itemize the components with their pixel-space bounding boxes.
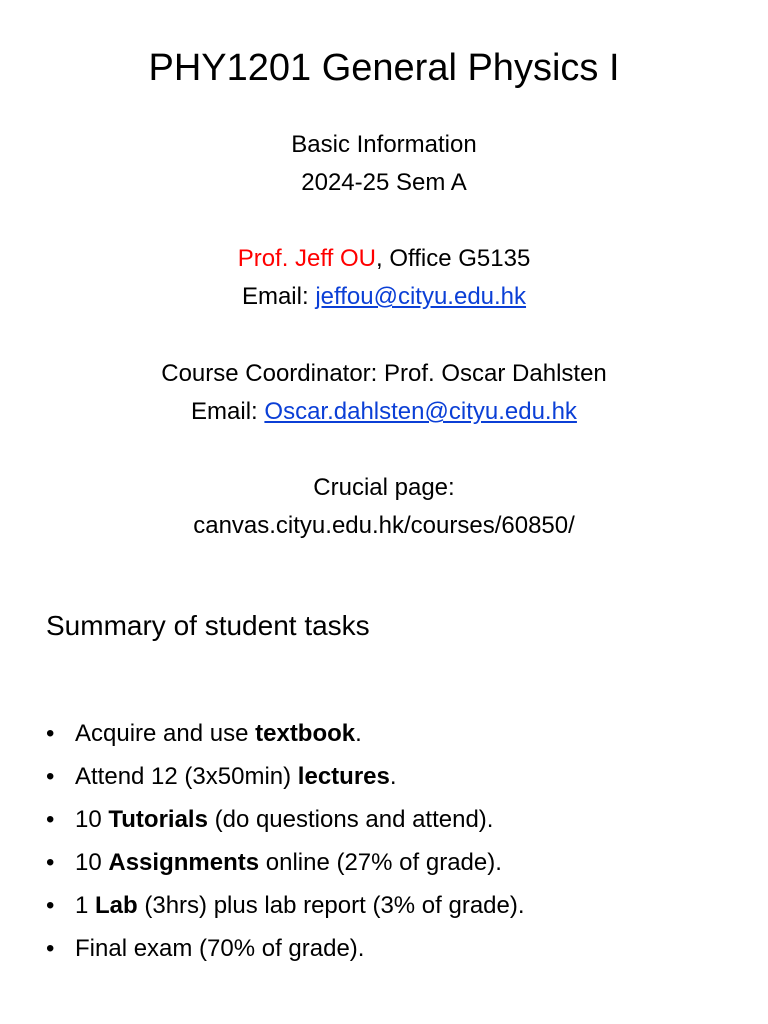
instructor-name: Prof. Jeff OU: [237, 245, 376, 272]
task-text: 10: [75, 849, 109, 876]
task-text-end: (do questions and attend).: [207, 806, 494, 833]
task-text: 10: [75, 806, 109, 833]
task-item: [46, 712, 746, 755]
instructor-office: Office G5135: [389, 245, 531, 272]
task-item: [46, 884, 746, 927]
coordinator-email-line: [0, 393, 768, 431]
bullet-marker: •: [46, 806, 55, 833]
bullet-marker: •: [46, 720, 55, 747]
bullet-marker: •: [46, 763, 55, 790]
task-item: [46, 798, 746, 841]
summary-heading: Summary of student tasks: [46, 610, 370, 641]
task-keyword: textbook: [255, 720, 356, 747]
bullet-marker: •: [46, 892, 55, 919]
coordinator-email-link[interactable]: Oscar.dahlsten@cityu.edu.hk: [264, 398, 577, 425]
task-keyword: Lab: [95, 892, 138, 919]
task-item: [46, 755, 746, 798]
instructor-email-link[interactable]: jeffou@cityu.edu.hk: [315, 283, 527, 310]
task-keyword: Assignments: [108, 849, 260, 876]
bullet-marker: •: [46, 849, 55, 876]
task-item: [46, 841, 746, 884]
task-keyword: Tutorials: [108, 806, 208, 833]
task-text-end: (3hrs) plus lab report (3% of grade).: [137, 892, 525, 919]
office-separator: ,: [375, 245, 390, 272]
task-text-end: online (27% of grade).: [259, 849, 502, 876]
task-text-end: .: [355, 720, 362, 747]
crucial-page-url: canvas.cityu.edu.hk/courses/60850/: [193, 512, 575, 539]
instructor-email-line: [0, 278, 768, 316]
coordinator-email-label: Email:: [191, 398, 265, 425]
task-keyword: lectures: [297, 763, 390, 790]
instructor-line: [0, 240, 768, 278]
page-title: PHY1201 General Physics I: [148, 47, 620, 89]
instructor-email-label: Email:: [241, 283, 316, 310]
crucial-page-block: [0, 469, 768, 545]
task-item: [46, 927, 746, 970]
basic-info-heading: Basic Information: [291, 131, 477, 158]
basic-info-block: [0, 126, 768, 202]
instructor-block: [0, 240, 768, 316]
coordinator-label: Course Coordinator: Prof. Oscar Dahlsten: [161, 360, 607, 387]
coordinator-block: [0, 355, 768, 431]
task-list: [46, 712, 746, 970]
semester-text: 2024-25 Sem A: [301, 169, 467, 196]
task-text: 1: [75, 892, 96, 919]
task-text: Attend 12 (3x50min): [75, 763, 298, 790]
task-text: Acquire and use: [75, 720, 256, 747]
task-text-end: .: [389, 763, 397, 790]
crucial-page-label: Crucial page:: [313, 474, 455, 501]
bullet-marker: •: [46, 935, 55, 962]
task-text: Final exam (70% of grade).: [75, 935, 365, 962]
